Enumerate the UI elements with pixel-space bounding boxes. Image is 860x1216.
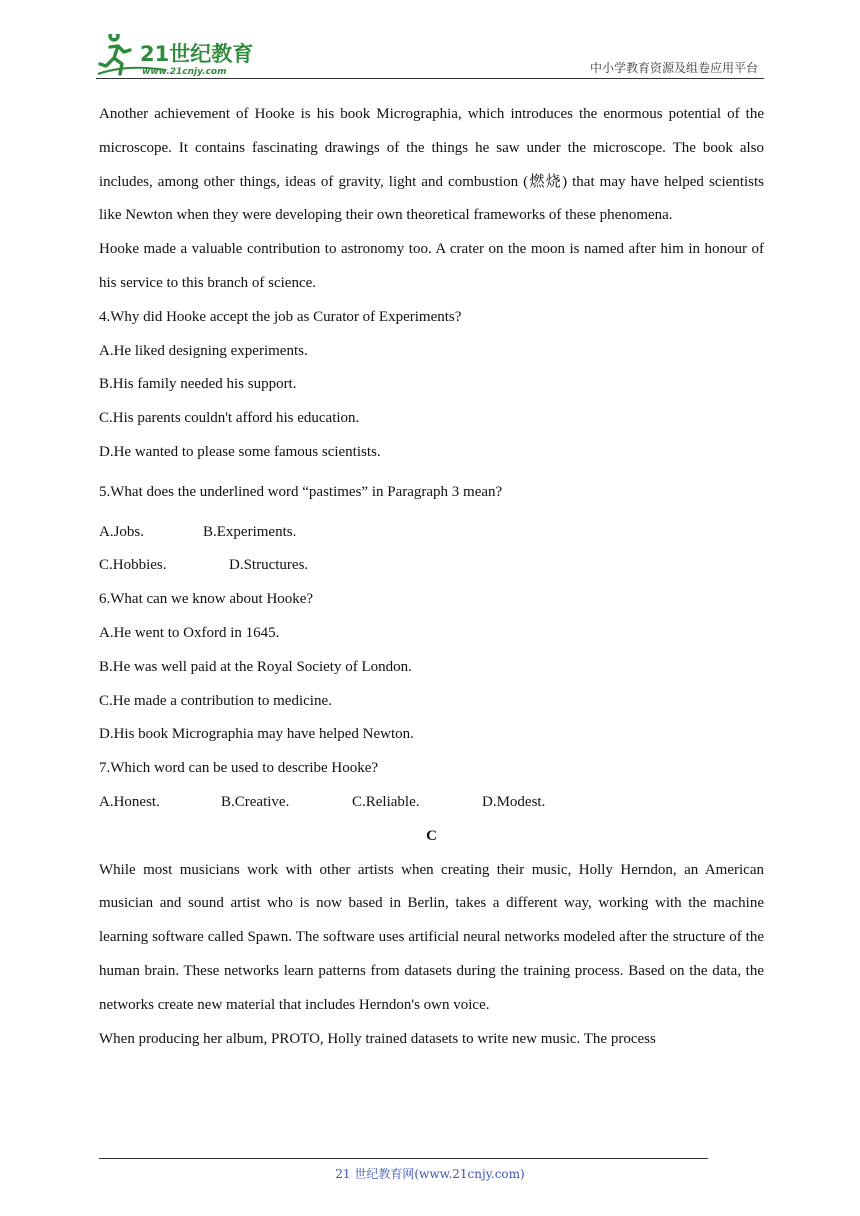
paragraph: Another achievement of Hooke is his book Micrographia, which introduces the enormous potential of the microscope. It contains fascinating drawings of the things he saw under the microscope. The book also includes, among other things, ideas of gravity, light and combustion (燃烧) that may have helped scientists like Newton when they were developing their own theoretical frameworks of these phenomena.: [99, 106, 764, 224]
page-header: [96, 32, 764, 79]
option: C.He made a contribution to medicine.: [99, 692, 332, 709]
option-row: [99, 549, 764, 583]
option: D.Structures.: [229, 557, 309, 574]
option: A.He liked designing experiments.: [99, 342, 308, 359]
option: C.His parents couldn't afford his education.: [99, 410, 360, 427]
question-6: [99, 583, 764, 752]
section-heading: C: [426, 827, 437, 844]
option: A.Jobs.: [99, 523, 145, 540]
option: A.Honest.: [99, 793, 160, 810]
option: D.His book Micrographia may have helped Newton.: [99, 726, 414, 743]
question-stem: 7.Which word can be used to describe Hooke?: [99, 760, 379, 777]
question-stem: 5.What does the underlined word “pastimes” in Paragraph 3 mean?: [99, 483, 503, 500]
question-stem: 6.What can we know about Hooke?: [99, 591, 314, 608]
option: B.Experiments.: [203, 523, 297, 540]
svg-text:21世纪教育: 21世纪教育: [140, 42, 254, 66]
option-row: [99, 516, 764, 550]
option: C.Hobbies.: [99, 557, 167, 574]
option: D.He wanted to please some famous scientists.: [99, 443, 381, 460]
document-body: [99, 98, 764, 1056]
header-platform-title: 中小学教育资源及组卷应用平台: [589, 61, 758, 75]
option: B.Creative.: [221, 793, 290, 810]
question-stem: 4.Why did Hooke accept the job as Curator of Experiments?: [99, 308, 462, 325]
question-5: [99, 476, 764, 583]
option: B.His family needed his support.: [99, 376, 297, 393]
svg-text:www.21cnjy.com: www.21cnjy.com: [142, 67, 227, 77]
paragraph: When producing her album, PROTO, Holly trained datasets to write new music. The process: [99, 1030, 656, 1047]
option: B.He was well paid at the Royal Society of London.: [99, 658, 412, 675]
option: C.Reliable.: [352, 793, 420, 810]
paragraph: Hooke made a valuable contribution to astronomy too. A crater on the moon is named after him in honour of his service to this branch of science.: [99, 241, 764, 291]
option: D.Modest.: [482, 793, 546, 810]
paragraph: While most musicians work with other artists when creating their music, Holly Herndon, an American musician and sound artist who is now based in Berlin, takes a different way, working with the machine learning software called Spawn. The software uses artificial neural networks modeled after the structure of the human brain. These networks learn patterns from datasets during the training process. Based on the data, the networks create new material that includes Herndon's own voice.: [99, 861, 764, 1013]
footer-source: 21 世纪教育网(www.21cnjy.com): [335, 1167, 525, 1181]
question-4: [99, 301, 764, 470]
footer-divider: [99, 1158, 708, 1159]
option: A.He went to Oxford in 1645.: [99, 624, 280, 641]
question-7: [99, 752, 764, 820]
option-row: [99, 786, 764, 820]
site-logo: [96, 34, 266, 78]
